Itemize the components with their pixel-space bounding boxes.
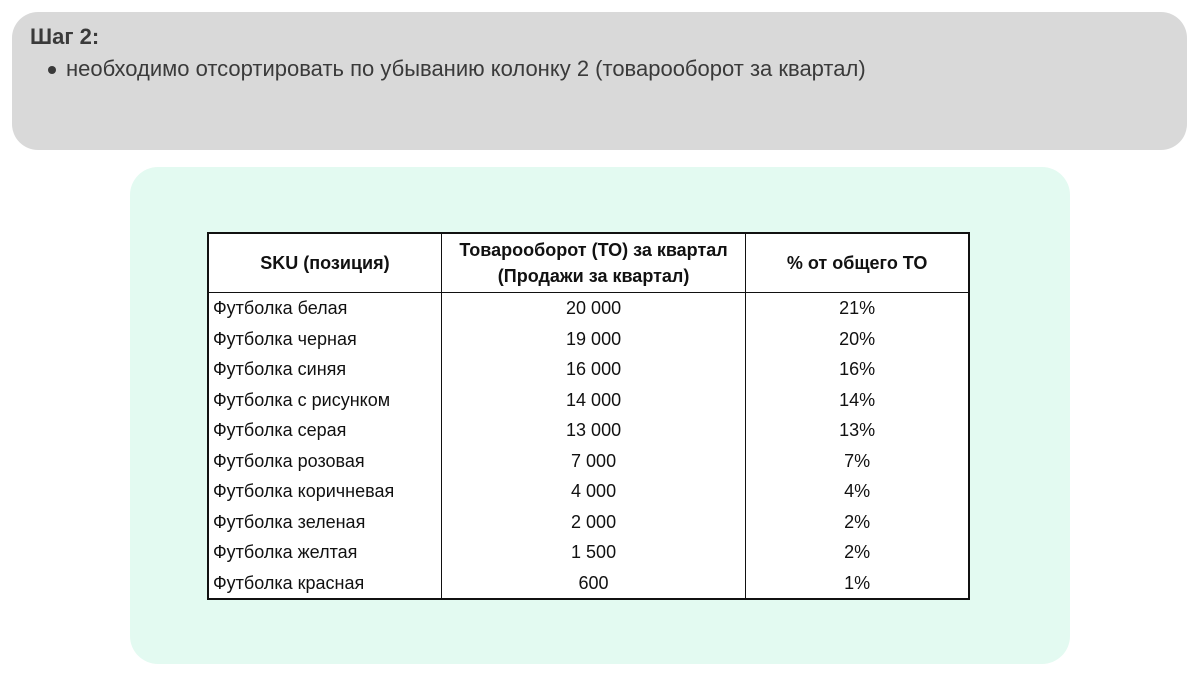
table-row [208,537,969,568]
cell-percent: 20% [746,324,969,355]
table-header-row [208,233,969,293]
table-row [208,293,969,324]
cell-turnover: 600 [441,568,745,600]
table-row [208,415,969,446]
cell-sku: Футболка красная [208,568,441,600]
header-sku: SKU (позиция) [208,233,441,293]
table-row [208,476,969,507]
cell-sku: Футболка с рисунком [208,385,441,416]
cell-percent: 2% [746,537,969,568]
sales-table [207,232,970,600]
cell-sku: Футболка зеленая [208,507,441,538]
cell-sku: Футболка розовая [208,446,441,477]
cell-turnover: 7 000 [441,446,745,477]
header-turnover-line2: (Продажи за квартал) [497,266,690,286]
cell-sku: Футболка синяя [208,354,441,385]
cell-percent: 21% [746,293,969,324]
header-turnover [441,233,745,293]
step-box [12,12,1187,150]
header-percent: % от общего ТО [746,233,969,293]
table-body [208,293,969,600]
table-row [208,507,969,538]
cell-turnover: 20 000 [441,293,745,324]
cell-turnover: 4 000 [441,476,745,507]
cell-sku: Футболка серая [208,415,441,446]
cell-percent: 16% [746,354,969,385]
step-bullet-text: необходимо отсортировать по убыванию колонку 2 (товарооборот за квартал) [66,56,866,81]
cell-sku: Футболка белая [208,293,441,324]
cell-sku: Футболка коричневая [208,476,441,507]
table-row [208,446,969,477]
cell-percent: 1% [746,568,969,600]
cell-percent: 4% [746,476,969,507]
table-row [208,568,969,600]
table-row [208,324,969,355]
table-row [208,385,969,416]
cell-percent: 14% [746,385,969,416]
bullet-icon [48,66,56,74]
cell-turnover: 1 500 [441,537,745,568]
cell-turnover: 13 000 [441,415,745,446]
cell-turnover: 16 000 [441,354,745,385]
step-list [30,54,1163,84]
cell-percent: 7% [746,446,969,477]
cell-sku: Футболка черная [208,324,441,355]
table-row [208,354,969,385]
cell-percent: 2% [746,507,969,538]
header-turnover-line1: Товарооборот (ТО) за квартал [459,240,728,260]
cell-turnover: 19 000 [441,324,745,355]
cell-sku: Футболка желтая [208,537,441,568]
cell-percent: 13% [746,415,969,446]
cell-turnover: 2 000 [441,507,745,538]
step-bullet-item [48,54,1163,84]
cell-turnover: 14 000 [441,385,745,416]
step-title: Шаг 2: [30,24,100,49]
